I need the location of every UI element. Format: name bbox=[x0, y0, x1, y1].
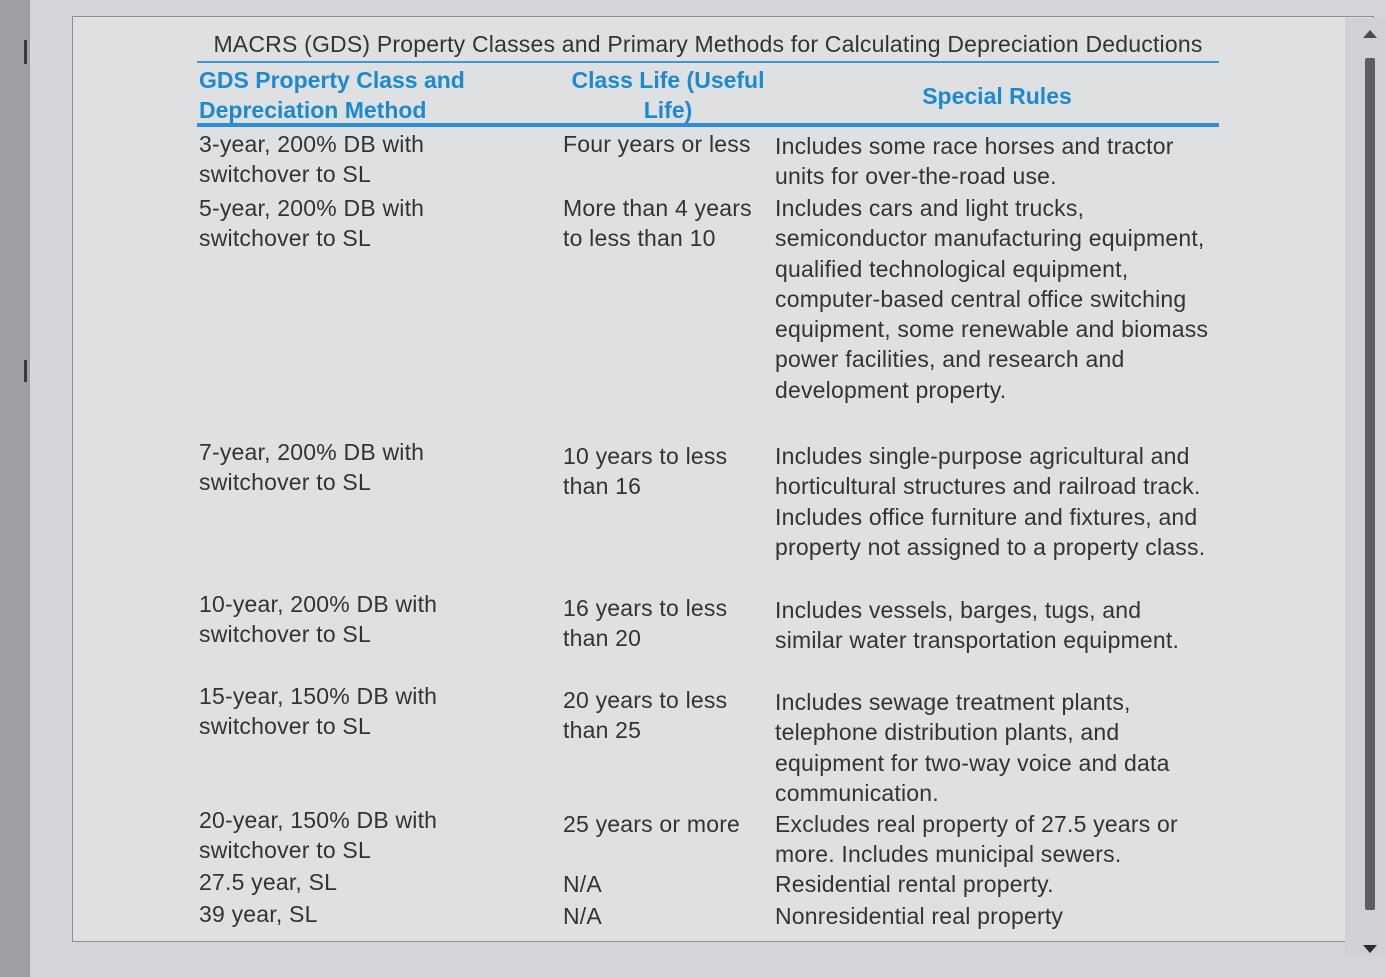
cell-life: 10 years to less than 16 bbox=[563, 443, 728, 500]
cell-life: 25 years or more bbox=[563, 811, 741, 837]
monitor-bezel bbox=[0, 0, 30, 977]
header-special-rules: Special Rules bbox=[922, 83, 1072, 109]
cell-rules: Includes single-purpose agricultural and horticultural structures and railroad track. Includes office furniture and fixtures, and property not assigned to a property class. bbox=[775, 443, 1206, 560]
table-row bbox=[197, 435, 1219, 589]
vertical-scrollbar[interactable] bbox=[1345, 18, 1385, 956]
cell-life: 16 years to less than 20 bbox=[563, 595, 728, 652]
cell-rules: Excludes real property of 27.5 years or more. Includes municipal sewers. bbox=[775, 811, 1178, 868]
table-title: MACRS (GDS) Property Classes and Primary Methods for Calculating Depreciation Deductions bbox=[213, 31, 1203, 57]
cell-life: N/A bbox=[563, 903, 602, 929]
cell-method: 7-year, 200% DB with switchover to SL bbox=[199, 439, 425, 496]
scroll-down-arrow-icon[interactable] bbox=[1363, 945, 1377, 953]
scroll-thumb[interactable] bbox=[1365, 58, 1375, 910]
cell-rules: Nonresidential real property bbox=[775, 903, 1064, 929]
scroll-up-arrow-icon[interactable] bbox=[1363, 30, 1377, 38]
cell-life: More than 4 years to less than 10 bbox=[563, 195, 752, 252]
bezel-mark bbox=[24, 40, 27, 64]
cell-rules: Includes vessels, barges, tugs, and similar water transportation equipment. bbox=[775, 597, 1180, 654]
table-row bbox=[197, 127, 1219, 189]
header-class-method: GDS Property Class and Depreciation Method bbox=[199, 67, 465, 123]
cell-method: 10-year, 200% DB with switchover to SL bbox=[199, 591, 438, 648]
cell-method: 15-year, 150% DB with switchover to SL bbox=[199, 683, 438, 740]
table-row bbox=[197, 899, 1219, 931]
table-row bbox=[197, 589, 1219, 681]
cell-method: 5-year, 200% DB with switchover to SL bbox=[199, 195, 425, 252]
cell-rules: Includes some race horses and tractor units for over-the-road use. bbox=[775, 133, 1174, 190]
cell-life: 20 years to less than 25 bbox=[563, 687, 728, 744]
bezel-mark bbox=[24, 360, 27, 382]
cell-life: Four years or less bbox=[563, 131, 751, 157]
table-row bbox=[197, 189, 1219, 435]
cell-rules: Residential rental property. bbox=[775, 871, 1054, 897]
screen bbox=[30, 0, 1385, 977]
table-row bbox=[197, 805, 1219, 867]
table-row bbox=[197, 681, 1219, 805]
table-header-row bbox=[197, 63, 1219, 123]
cell-life: N/A bbox=[563, 871, 602, 897]
cell-method: 39 year, SL bbox=[199, 901, 318, 927]
cell-method: 20-year, 150% DB with switchover to SL bbox=[199, 807, 438, 864]
depreciation-table bbox=[197, 29, 1219, 931]
cell-method: 3-year, 200% DB with switchover to SL bbox=[199, 131, 425, 188]
document-frame bbox=[72, 16, 1374, 942]
header-class-life: Class Life (Useful Life) bbox=[571, 67, 765, 123]
cell-rules: Includes sewage treatment plants, telephone distribution plants, and equipment for two-way voice and data communication. bbox=[775, 689, 1170, 806]
cell-rules: Includes cars and light trucks, semiconductor manufacturing equipment, qualified technological equipment, computer-based central office switching equipment, some renewable and biomass power facilities, and research and development property. bbox=[775, 195, 1209, 403]
table-row bbox=[197, 867, 1219, 899]
cell-method: 27.5 year, SL bbox=[199, 869, 338, 895]
